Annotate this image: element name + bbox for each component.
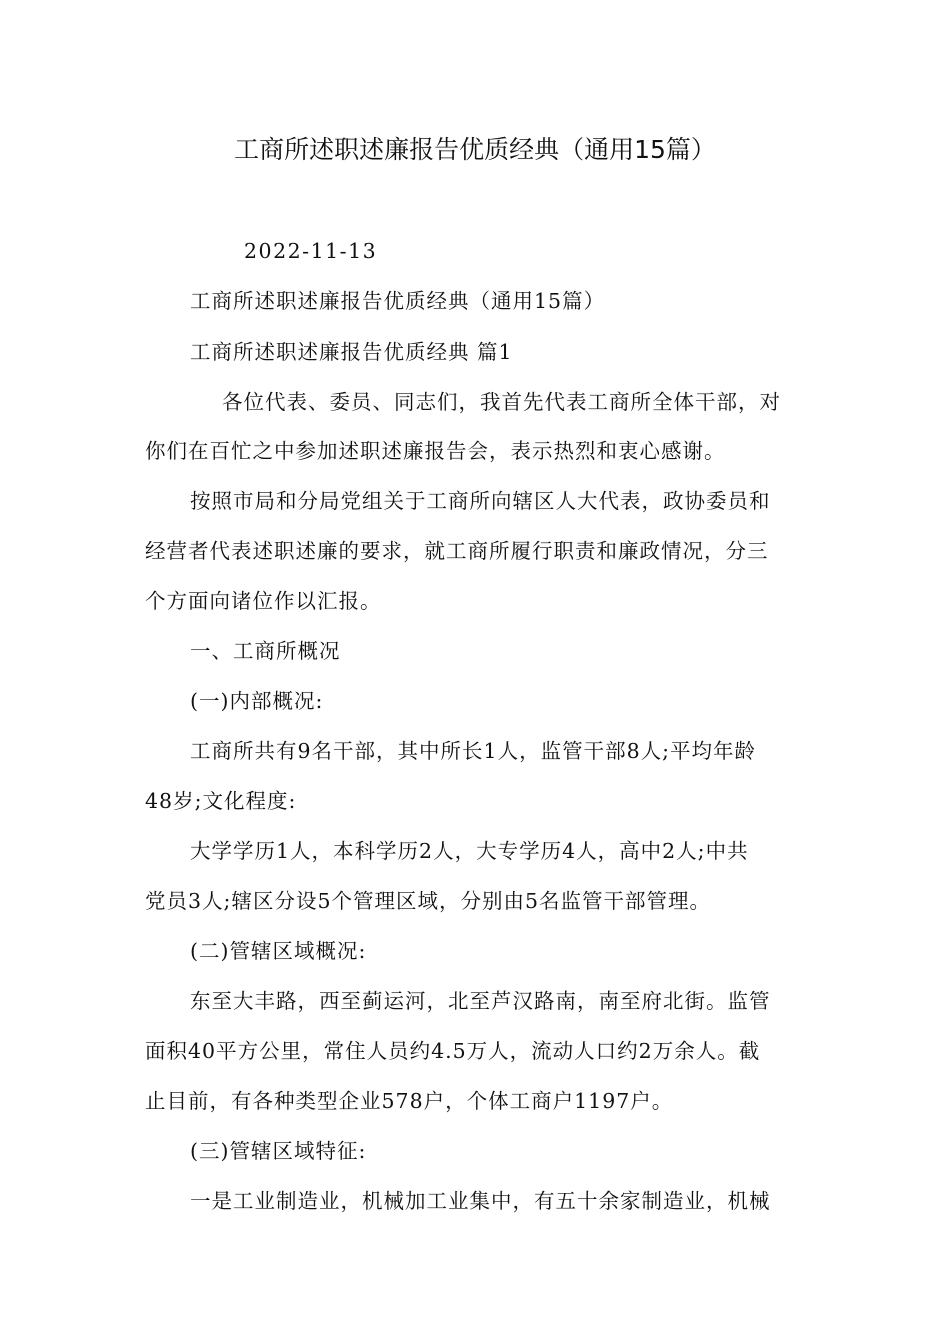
subsection-heading: (一)内部概况: xyxy=(190,689,324,713)
paragraph-line: 你们在百忙之中参加述职述廉报告会，表示热烈和衷心感谢。 xyxy=(145,439,726,463)
document-date: 2022-11-13 xyxy=(244,239,378,263)
paragraph-line: 工商所共有9名干部，其中所长1人，监管干部8人;平均年龄 xyxy=(190,739,757,763)
paragraph-line: 经营者代表述职述廉的要求，就工商所履行职责和廉政情况，分三 xyxy=(145,539,769,563)
subsection-heading: (三)管辖区域特征: xyxy=(190,1139,367,1163)
section-heading: 工商所述职述廉报告优质经典 篇1 xyxy=(190,340,513,364)
paragraph-line: 面积40平方公里，常住人员约4.5万人，流动人口约2万余人。截 xyxy=(145,1039,761,1063)
paragraph-line: 止目前，有各种类型企业578户，个体工商户1197户。 xyxy=(145,1089,674,1113)
paragraph-line: 按照市局和分局党组关于工商所向辖区人大代表，政协委员和 xyxy=(190,489,771,513)
section-heading: 一、工商所概况 xyxy=(190,639,341,663)
paragraph-line: 大学学历1人，本科学历2人，大专学历4人，高中2人;中共 xyxy=(190,839,749,863)
paragraph-line: 一是工业制造业，机械加工业集中，有五十余家制造业，机械 xyxy=(190,1189,771,1213)
document-title: 工商所述职述廉报告优质经典（通用15篇） xyxy=(234,135,716,164)
paragraph-line: 东至大丰路，西至蓟运河，北至芦汉路南，南至府北街。监管 xyxy=(190,989,771,1013)
paragraph-line: 各位代表、委员、同志们，我首先代表工商所全体干部，对 xyxy=(222,390,781,414)
subsection-heading: (二)管辖区域概况: xyxy=(190,939,367,963)
paragraph-line: 个方面向诸位作以汇报。 xyxy=(145,589,382,613)
paragraph-line: 48岁;文化程度: xyxy=(145,789,297,813)
paragraph-line: 党员3人;辖区分设5个管理区域，分别由5名监管干部管理。 xyxy=(145,889,712,913)
paragraph-line: 工商所述职述廉报告优质经典（通用15篇） xyxy=(190,289,606,313)
